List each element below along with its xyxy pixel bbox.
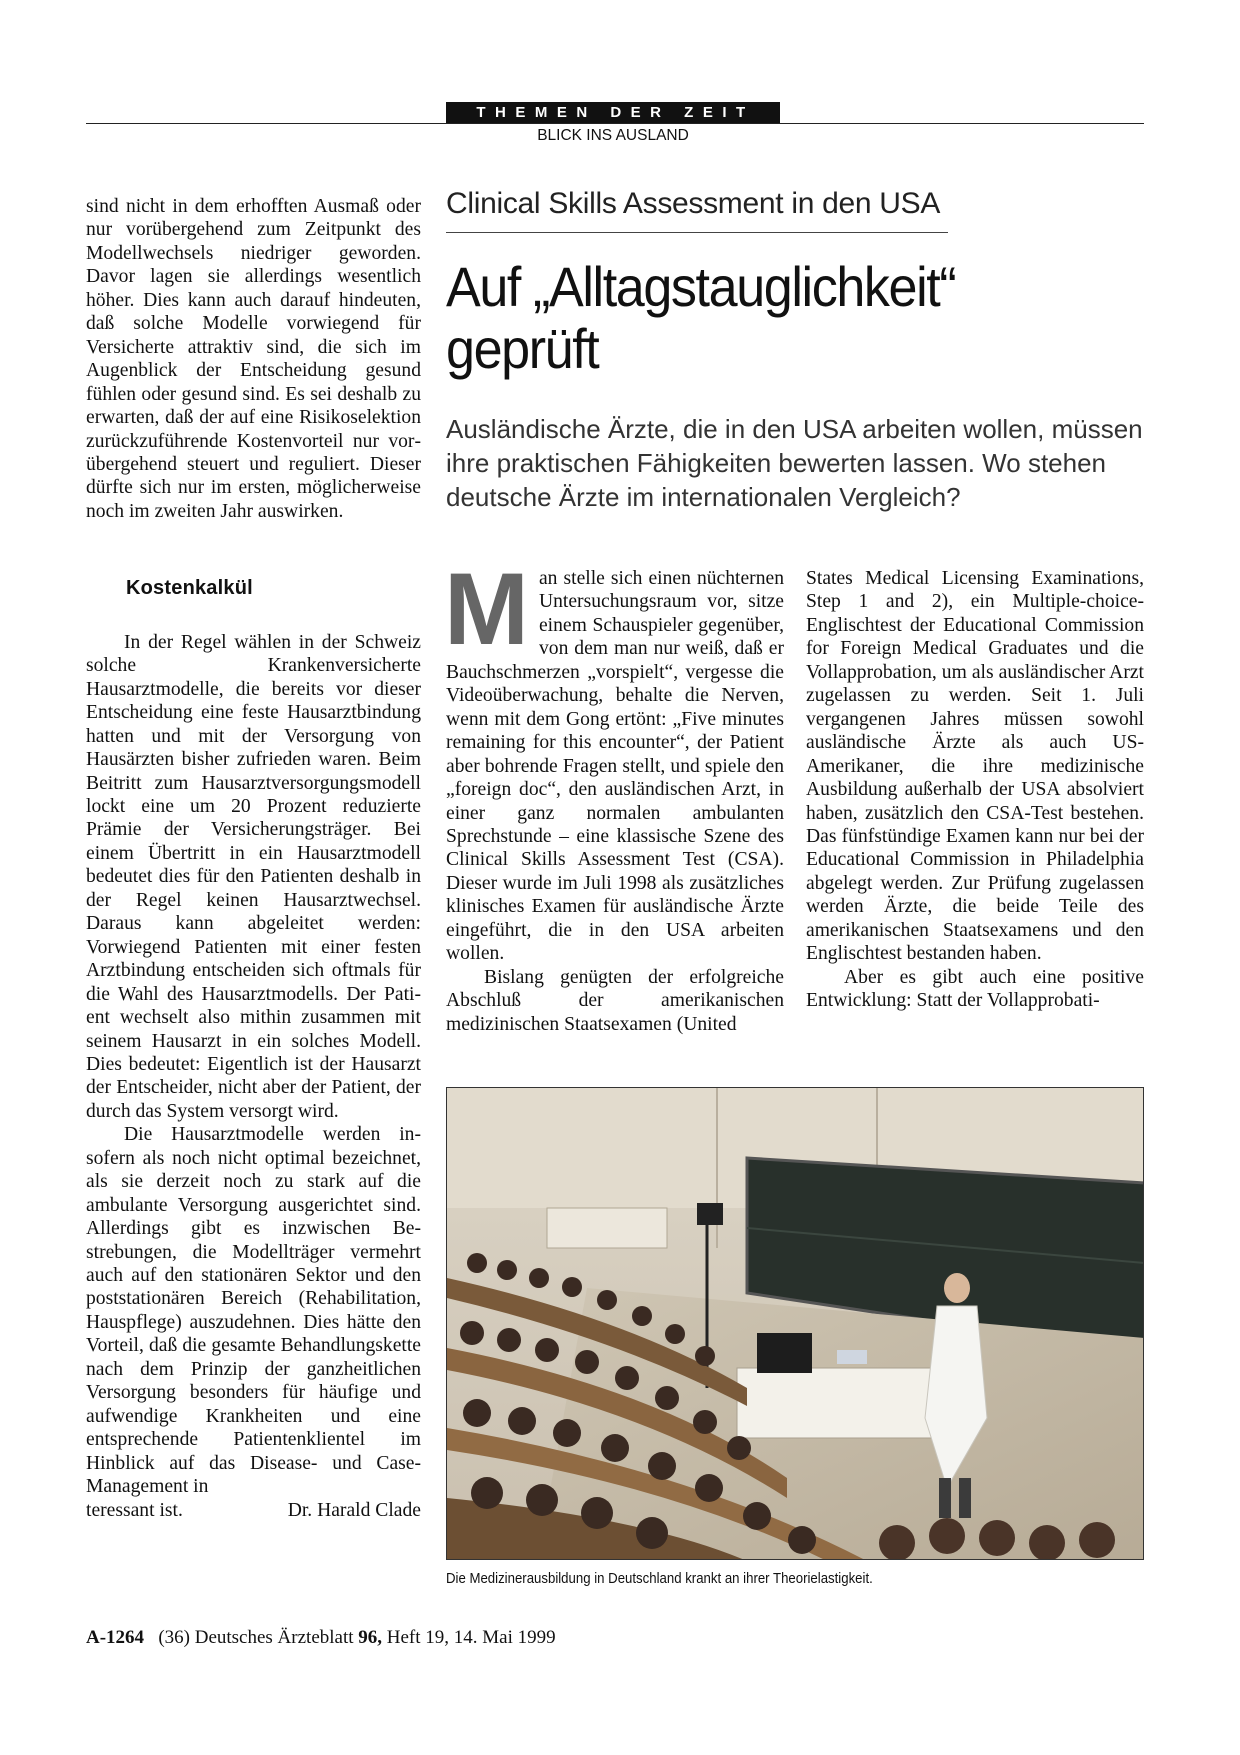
article-column-1: [444, 552, 784, 1036]
headline-line-1: Auf „Alltagstauglichkeit“: [446, 255, 956, 318]
author-name: Dr. Harald Clade: [287, 1499, 421, 1521]
section-label: THEMEN DER ZEIT: [446, 102, 780, 123]
left-paragraph-3-end: teressant ist.: [86, 1499, 183, 1521]
article-paragraph-1: Man stelle sich einen nüchternen Untersuchungsraum vor, sitze einem Schauspieler gegenüber, von dem man nur weiß, daß er Bauchschmerzen „vorspielt“, vergesse die Videoüberwachung, behalte die Nerven, wenn mit dem Gong ertönt: „Five minutes remaining for this encounter“, der Patient aber bohrende Fragen stellt, und spiele den „foreign doc“, den ausländischen Arzt, in einer ganz normalen ambulanten Sprechstunde – eine klassische Szene des Clinical Skills Assessment Test (CSA). Dieser wurde im Juli 1998 als zusätzliches klinisches Examen für ausländische Ärzte eingeführt, die in den USA arbeiten wollen.: [444, 552, 784, 965]
article-deck: Ausländische Ärzte, die in den USA arbeiten wollen, müssen ihre praktischen Fähigkeiten bewerten lassen. Wo stehen deutsche Ärzte im internationalen Vergleich?: [446, 414, 1143, 512]
header-rule: [86, 123, 1144, 124]
left-paragraph-2: In der Regel wählen in der Schweiz solche Krankenversicherte Hausarztmodelle, die bereits vor dieser Entscheidung eine feste Hausarztbindung hatten und mit der Versorgung von Hausärzten bisher zufrieden waren. Beim Beitritt zum Hausarztversorgungsmodell lockt eine um 20 Prozent reduzierte Prämie der Versicherungsträger. Bei einem Übertritt in ein Hausarztmodell bedeutet dies für den Patienten deshalb in der Regel keinen Hausarztwechsel. Daraus kann abgeleitet werden: Vorwiegend Patienten mit einer festen Arztbindung entscheiden sich oftmals für die Wahl des Hausarztmodells. Der Patient wechselt also mithin zusammen mit seinem Hausarzt in ein solches Modell. Dies bedeutet: Eigentlich ist der Hausarzt der Entscheider, nicht aber der Patient, der durch das System versorgt wird.: [86, 631, 421, 1122]
issue-info: (36) Deutsches Ärzteblatt: [158, 1627, 354, 1648]
left-column: [86, 195, 421, 1522]
headline-line-2: geprüft: [446, 317, 599, 380]
left-paragraph-3: Die Hausarztmodelle werden insofern als noch nicht optimal bezeichnet, als sie derzeit noch zu stark auf die ambulante Versorgung ausgerichtet sind. Allerdings gibt es inzwischen Bestrebungen, die Modellträger vermehrt auch auf den stationären Sektor und den poststationären Bereich (Rehabilitation, Hauspflege) auszudehnen. Dies hätte den Vorteil, daß die gesamte Behandlungskette nach dem Prinzip der ganzheitlichen Versorgung besonders für häufige und aufwendige Krankheiten und eine entsprechende Patientenklientel im Hinblick auf das Disease- und Case-Management in: [86, 1124, 421, 1498]
subsection-label: BLICK INS AUSLAND: [537, 127, 689, 144]
article-paragraph-4: Aber es gibt auch eine positive Entwicklung: Statt der Vollapprobati-: [806, 966, 1144, 1012]
article-paragraph-3: States Medical Licensing Examinations, Step 1 and 2), ein Multiple-choice-Englischtest der Educational Commission for Foreign Medical Graduates und die Vollapprobation, um als ausländischer Arzt zugelassen zu werden. Seit 1. Juli vergangenen Jahres müssen sowohl ausländische Ärzte als auch US-Amerikaner, die ihre medizinische Ausbildung außerhalb der USA absolviert haben, zusätzlich den CSA-Test bestehen. Das fünfstündige Examen kann nur bei der Educational Commission in Philadelphia abgelegt werden. Zur Prüfung zugelassen werden Ärzte, die beide Teile des amerikanischen Staatsexamens und den Englischtest bestanden haben.: [806, 568, 1144, 965]
article-paragraph-2: Bislang genügten der erfolgreiche Abschluß der amerikanischen medizinischen Staatsexamen (United: [446, 966, 784, 1035]
subheading: Kostenkalkül: [126, 577, 253, 600]
article-headline: [446, 256, 1097, 380]
issue-date: Heft 19, 14. Mai 1999: [386, 1627, 556, 1648]
page-number: A-1264: [86, 1627, 145, 1648]
drop-cap: M: [444, 552, 529, 666]
signature-line: [86, 1499, 421, 1522]
article-kicker: Clinical Skills Assessment in den USA: [446, 187, 941, 220]
page-footer: [86, 1627, 556, 1649]
volume-number: 96,: [358, 1627, 383, 1648]
left-paragraph-1: sind nicht in dem erhofften Ausmaß oder nur vorübergehend zum Zeitpunkt des Modellwechsels niedriger geworden. Davor lagen sie allerdings wesentlich höher. Dies kann auch darauf hindeuten, daß solche Modelle vorwiegend für Versicherte attraktiv sind, die sich im Augenblick der Entscheidung gesund fühlen oder gesund sind. Es sei deshalb zu erwarten, daß der auf eine Risikoselektion zurückzuführende Kostenvorteil nur vorübergehend steuert und reguliert. Dieser dürfte sich nur im ersten, möglicherweise noch im zweiten Jahr auswirken.: [86, 196, 421, 522]
kicker-rule: [446, 232, 948, 233]
lecture-hall-photo: [446, 1087, 1144, 1560]
article-column-2: [806, 567, 1144, 1013]
photo-caption: Die Medizinerausbildung in Deutschland krankt an ihrer Theorielastigkeit.: [446, 1570, 873, 1587]
